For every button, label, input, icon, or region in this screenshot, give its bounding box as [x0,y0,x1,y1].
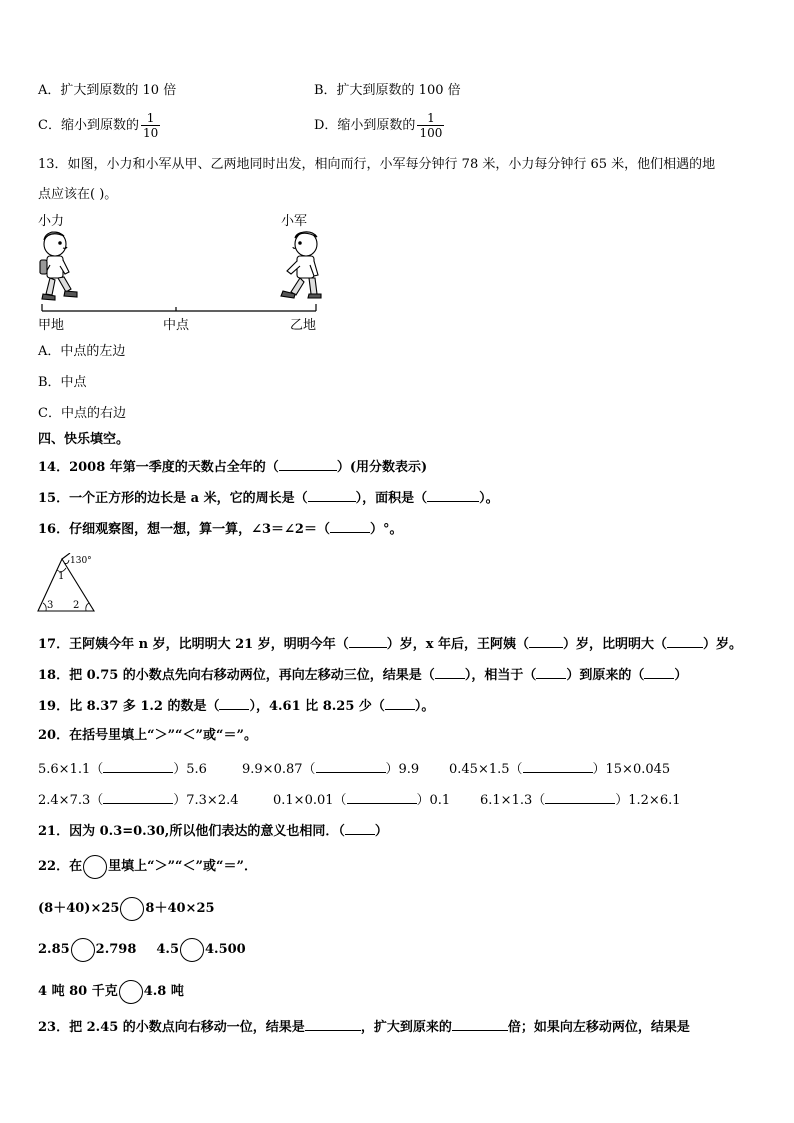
q15-text-end: ）。 [479,491,499,506]
q20-r2-e3-blank[interactable] [545,791,615,804]
xiaojun-figure-icon [281,232,321,298]
q22-e3-left: 4.5 [156,942,180,957]
q20-r2-e1-blank[interactable] [103,791,173,804]
q17 [38,635,742,653]
q17-text-b: ）岁，x 年后，王阿姨（ [386,637,530,652]
q21-answer-blank[interactable] [345,822,375,835]
q16-text: 16．仔细观察图，想一想，算一算，∠3＝∠2＝（ [38,522,330,537]
q12-option-d-label: D．缩小到原数的 [314,118,416,133]
q12-option-d [314,109,444,143]
q22-text: 22．在 [38,859,83,874]
q20-r2-e1-left: 2.4×7.3（ [38,793,104,808]
q19-blank-1[interactable] [219,697,249,710]
frac-denominator: 10 [142,126,159,140]
q13-text-line2: 点应该在( )。 [38,187,118,202]
q14 [38,458,427,476]
q20-r2-e3-right: ）1.2×6.1 [615,793,681,808]
q16-text-end: ）°。 [369,522,403,537]
q20-r1-e2-right: ）9.9 [385,762,420,777]
q22 [38,854,257,880]
q20-r1-e3-right: ）15×0.045 [592,762,671,777]
q20-row-1-col-3 [449,760,670,778]
q20-r1-e1-left: 5.6×1.1（ [38,762,104,777]
frac-denominator: 100 [419,126,443,140]
q17-blank-2[interactable] [529,635,563,648]
triangle-figure [34,553,104,615]
q18-text-d: ） [674,668,688,683]
q23-text-c: 倍；如果向左移动两位，结果是 [507,1020,690,1035]
q20-r2-e1-right: ）7.3×2.4 [173,793,239,808]
q22-e2-right: 2.798 [95,942,137,957]
q22-expr-4 [38,979,184,1005]
section-heading: 四、快乐填空。 [38,432,130,447]
q20-r1-e1-blank[interactable] [103,760,173,773]
q17-blank-3[interactable] [667,635,703,648]
q22-e2-left: 2.85 [38,942,70,957]
q22-e3-right: 4.500 [205,942,246,957]
q23-text-b: ，扩大到原来的 [360,1020,452,1035]
q22-e4-left: 4 吨 80 千克 [38,984,118,999]
q13-text-line1: 13．如图，小力和小军从甲、乙两地同时出发，相向而行，小军每分钟行 78 米，小力每分钟行 65 米，他们相遇的地 [38,157,716,172]
q20-r1-e3-blank[interactable] [523,760,593,773]
q12-option-c [38,109,160,143]
fraction-1-10 [141,111,160,140]
q14-answer-blank[interactable] [279,458,337,471]
q14-text: 14．2008 年第一季度的天数占全年的（ [38,460,279,475]
label-jiadi: 甲地 [38,317,65,332]
q22-e1-circle[interactable] [120,897,144,921]
label-xiaoli: 小力 [38,213,65,228]
q21-text: 21．因为 0.3=0.30,所以他们表达的意义也相同．（ [38,824,345,839]
q20-row-2 [38,791,239,809]
angle-1-label: 1 [58,571,65,582]
walking-diagram [30,228,330,320]
q22-e1-left: (8＋40)×25 [38,901,120,916]
q22-expr-2 [38,937,246,963]
q17-blank-1[interactable] [349,635,387,648]
q20-title: 20．在括号里填上“＞”“＜”或“＝”。 [38,728,257,743]
xiaoli-figure-icon [40,232,77,300]
q18-blank-1[interactable] [435,666,465,679]
q13-option-a: A．中点的左边 [38,344,126,359]
q19-text-c: ）。 [414,699,435,714]
q19 [38,697,434,715]
q20-r1-e1-right: ）5.6 [173,762,207,777]
q16 [38,520,402,538]
q15-area-blank[interactable] [427,489,479,502]
q20-r1-e3-left: 0.45×1.5（ [449,762,523,777]
q22-circle-icon [83,855,107,879]
angle-3-label: 3 [47,600,54,611]
q22-e4-right: 4.8 吨 [143,984,184,999]
q15-perimeter-blank[interactable] [308,489,356,502]
fraction-1-100 [417,111,444,140]
q19-text-b: ），4.61 比 8.25 少（ [249,699,385,714]
q15-text: 15．一个正方形的边长是 a 米，它的周长是（ [38,491,308,506]
q17-text-a: 17．王阿姨今年 n 岁，比明明大 21 岁，明明今年（ [38,637,349,652]
label-xiaojun: 小军 [281,213,308,228]
q12-option-c-label: C．缩小到原数的 [38,118,139,133]
q20-r2-e2-blank[interactable] [347,791,417,804]
q18-text-b: ），相当于（ [464,668,537,683]
q21 [38,822,388,840]
label-yidi: 乙地 [290,317,317,332]
q16-answer-blank[interactable] [330,520,370,533]
q20-row-1-col-2 [242,760,419,778]
angle-2-label: 2 [73,600,80,611]
q23 [38,1018,690,1036]
q13-option-c: C．中点的右边 [38,406,126,421]
q20-row-2-col-2 [273,791,450,809]
q20-r2-e2-left: 0.1×0.01（ [273,793,347,808]
q20-row-1 [38,760,207,778]
frac-numerator: 1 [427,111,435,125]
q20-r2-e2-right: ）0.1 [416,793,451,808]
q22-text-end: 里填上“＞”“＜”或“＝”． [108,859,257,874]
q18 [38,666,687,684]
q17-text-d: ）岁。 [703,637,743,652]
frac-numerator: 1 [146,111,155,125]
q15-text-mid: ），面积是（ [355,491,428,506]
q17-text-c: ）岁，比明明大（ [563,637,668,652]
q12-option-a: A．扩大到原数的 10 倍 [38,83,177,98]
q12-option-b: B．扩大到原数的 100 倍 [314,83,461,98]
q19-blank-2[interactable] [385,697,415,710]
q21-text-end: ） [374,824,388,839]
q23-blank-2[interactable] [452,1018,508,1031]
q20-r2-e3-left: 6.1×1.3（ [480,793,546,808]
q23-text-a: 23．把 2.45 的小数点向右移动一位，结果是 [38,1020,305,1035]
q18-blank-2[interactable] [536,666,566,679]
q22-e1-right: 8＋40×25 [145,901,215,916]
q20-row-2-col-3 [480,791,681,809]
q14-text-end: ）(用分数表示) [336,460,428,475]
q13-option-b: B．中点 [38,375,87,390]
q18-text-a: 18．把 0.75 的小数点先向右移动两位，再向左移动三位，结果是（ [38,668,435,683]
q19-text-a: 19．比 8.37 多 1.2 的数是（ [38,699,220,714]
q22-expr-1 [38,896,215,922]
q22-e4-circle[interactable] [119,980,143,1004]
q22-e2-circle[interactable] [71,938,95,962]
angle-130-label: 130° [70,556,92,566]
q15 [38,489,499,507]
q18-blank-3[interactable] [644,666,674,679]
q20-r1-e2-left: 9.9×0.87（ [242,762,316,777]
q22-e3-circle[interactable] [180,938,204,962]
label-midpoint: 中点 [163,317,190,332]
q23-blank-1[interactable] [305,1018,361,1031]
q18-text-c: ）到原来的（ [566,668,645,683]
q20-r1-e2-blank[interactable] [316,760,386,773]
